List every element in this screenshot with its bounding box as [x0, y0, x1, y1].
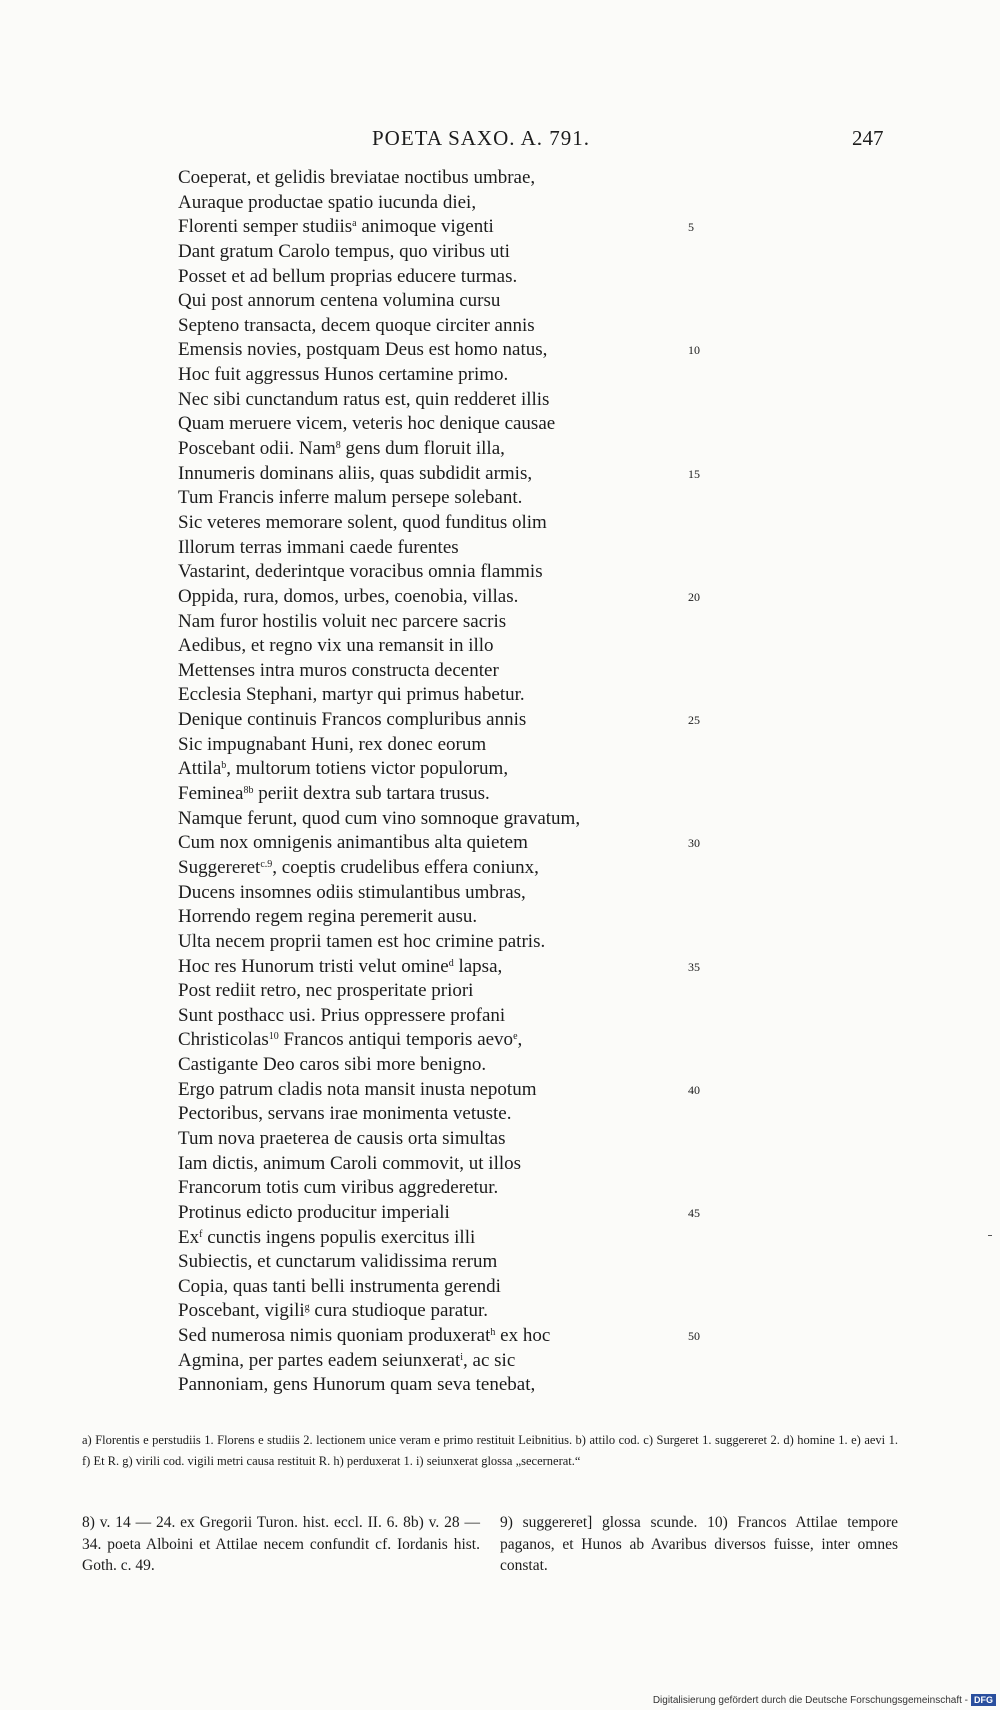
line-number: 5 [688, 220, 694, 235]
footnote-marker: c.9 [260, 858, 273, 870]
footnote-text: 8) v. 14 — 24. ex Gregorii Turon. hist. eccl. II. 6. 8b) v. 28 — 34. poeta Alboini et Attilae necem confundit cf. Iordanis hist. Goth. c. 49. [82, 1514, 480, 1574]
verse-text: Ulta necem proprii tamen est hoc crimine patris. [178, 930, 546, 952]
verse-text: animoque vigenti [356, 216, 494, 238]
verse-text: Castigante Deo caros sibi more benigno. [178, 1054, 487, 1076]
verse-text: Ecclesia Stephani, martyr qui primus habetur. [178, 684, 525, 706]
page-number: 247 [852, 126, 884, 150]
line-number: 40 [688, 1082, 700, 1097]
dfg-logo: DFG [971, 1694, 996, 1706]
verse-text: Dant gratum Carolo tempus, quo viribus uti [178, 240, 510, 262]
line-number: 25 [688, 713, 700, 728]
verse-line [178, 1250, 738, 1275]
verse-text: Nec sibi cunctandum ratus est, quin redderet illis [178, 388, 550, 410]
line-number: 30 [688, 836, 700, 851]
verse-line [178, 314, 738, 339]
verse-text: Quam meruere vicem, veteris hoc denique causae [178, 413, 556, 435]
verse-line [178, 1275, 738, 1300]
footnote-marker: i [460, 1351, 464, 1363]
footnote-marker: d [448, 957, 454, 969]
verse-line [178, 560, 738, 585]
verse-text: Ex [178, 1226, 200, 1248]
verse-line [178, 1078, 738, 1103]
critical-apparatus [82, 1430, 898, 1472]
footnotes-right-column [500, 1512, 898, 1577]
line-number: 20 [688, 589, 700, 604]
verse-line [178, 831, 738, 856]
verse-line [178, 1004, 738, 1029]
verse-line [178, 1102, 738, 1127]
verse-text: Hoc res Hunorum tristi velut omine [178, 955, 449, 977]
footnote-marker: g [304, 1302, 310, 1314]
verse-line [178, 856, 738, 881]
verse-text: Sic veteres memorare solent, quod funditus olim [178, 511, 547, 533]
verse-text: , [517, 1029, 523, 1051]
verse-line [178, 536, 738, 561]
verse-text: Mettenses intra muros constructa decenter [178, 659, 499, 681]
verse-text: Hoc fuit aggressus Hunos certamine primo. [178, 364, 509, 386]
verse-text: Sic impugnabant Huni, rex donec eorum [178, 733, 487, 755]
footnote-marker: e [513, 1031, 518, 1043]
verse-line [178, 437, 738, 462]
credit-text: Digitalisierung gefördert durch die Deutsche Forschungsgemeinschaft - [652, 1695, 968, 1706]
verse-line [178, 1152, 738, 1177]
verse-line [178, 240, 738, 265]
verse-text: Francos antiqui temporis aevo [278, 1029, 514, 1051]
verse-text: ex hoc [495, 1325, 551, 1347]
verse-line [178, 1373, 738, 1398]
verse-text: Coeperat, et gelidis breviatae noctibus umbrae, [178, 167, 536, 188]
page-header [0, 126, 1000, 156]
verse-text: Feminea [178, 783, 244, 805]
line-number: 45 [688, 1205, 700, 1220]
verse-text: , ac sic [463, 1349, 516, 1371]
verse-line [178, 881, 738, 906]
verse-line [178, 363, 738, 388]
verse-line [178, 782, 738, 807]
verse-line [178, 905, 738, 930]
verse-text: cunctis ingens populis exercitus illi [202, 1226, 476, 1248]
verse-text: Ducens insomnes odiis stimulantibus umbras, [178, 881, 526, 903]
verse-line [178, 289, 738, 314]
line-number: 10 [688, 343, 700, 358]
margin-mark [988, 1235, 992, 1236]
verse-text: Christicolas [178, 1029, 269, 1051]
footnote-marker: 10 [268, 1031, 279, 1043]
verse-line [178, 166, 738, 191]
verse-text: Denique continuis Francos compluribus annis [178, 709, 527, 731]
line-number: 35 [688, 959, 700, 974]
verse-text: Pannoniam, gens Hunorum quam seva tenebat, [178, 1374, 536, 1396]
verse-text: Tum nova praeterea de causis orta simultas [178, 1127, 506, 1149]
verse-text: Emensis novies, postquam Deus est homo natus, [178, 339, 548, 361]
verse-line [178, 1176, 738, 1201]
verse-text: Protinus edicto producitur imperiali [178, 1201, 450, 1223]
verse-text: Sunt posthacc usi. Prius oppressere profani [178, 1004, 506, 1026]
verse-line [178, 708, 738, 733]
footnote-marker: f [199, 1228, 203, 1240]
verse-text: Ergo patrum cladis nota mansit inusta nepotum [178, 1078, 537, 1100]
verse-text: Francorum totis cum viribus aggrederetur. [178, 1177, 499, 1199]
verse-line [178, 1349, 738, 1374]
verse-text: Aedibus, et regno vix una remansit in illo [178, 635, 494, 657]
digitization-credit [653, 1694, 996, 1708]
verse-text: Nam furor hostilis voluit nec parcere sacris [178, 610, 507, 632]
verse-text: Poscebant, vigili [178, 1300, 305, 1322]
verse-text: Innumeris dominans aliis, quas subdidit armis, [178, 462, 533, 484]
verse-line [178, 757, 738, 782]
verse-text: Cum nox omnigenis animantibus alta quietem [178, 832, 528, 854]
verse-text: lapsa, [453, 955, 503, 977]
verse-line [178, 930, 738, 955]
verse-text: gens dum floruit illa, [340, 438, 505, 460]
line-number: 15 [688, 466, 700, 481]
verse-text: Horrendo regem regina peremerit ausu. [178, 906, 478, 928]
verse-text: Florenti semper studiis [178, 216, 353, 238]
running-title: POETA SAXO. A. 791. [372, 126, 591, 150]
verse-line [178, 733, 738, 758]
verse-line [178, 1028, 738, 1053]
verse-line [178, 1127, 738, 1152]
verse-line [178, 585, 738, 610]
verse-text: , coeptis crudelibus effera coniunx, [272, 856, 539, 878]
verse-line [178, 955, 738, 980]
footnote-marker: h [490, 1327, 496, 1339]
verse-line [178, 265, 738, 290]
footnote-marker: 8 [335, 440, 341, 452]
footnote-text: 9) suggereret] glossa scunde. 10) Francos Attilae tempore paganos, et Hunos ab Avaribus diversos fuisse, inter omnes constat. [500, 1514, 898, 1574]
verse-line [178, 388, 738, 413]
verse-line [178, 634, 738, 659]
verse-line [178, 215, 738, 240]
verse-text: Suggereret [178, 856, 261, 878]
footnote-marker: 8b [243, 785, 254, 797]
verse-text: periit dextra sub tartara trusus. [253, 783, 490, 805]
verse-text: Subiectis, et cunctarum validissima rerum [178, 1251, 498, 1273]
verse-line [178, 1201, 738, 1226]
verse-text: Namque ferunt, quod cum vino somnoque gravatum, [178, 807, 581, 829]
apparatus-text: a) Florentis e perstudiis 1. Florens e studiis 2. lectionem unice veram e primo restituit Leibnitius. b) attilo cod. c) Surgeret 1. suggereret 2. d) homine 1. e) aevi 1. f) Et R. g) virili cod. vigili metri causa restituit R. h) perduxerat 1. i) seiunxerat glossa „secernerat.“ [82, 1433, 898, 1468]
verse-text: Vastarint, dederintque voracibus omnia flammis [178, 561, 543, 583]
verse-text: Post rediit retro, nec prosperitate priori [178, 980, 474, 1002]
verse-line [178, 1226, 738, 1251]
verse-text: Oppida, rura, domos, urbes, coenobia, villas. [178, 585, 519, 607]
verse-text: Agmina, per partes eadem seiunxerat [178, 1349, 461, 1371]
verse-line [178, 412, 738, 437]
verse-line [178, 979, 738, 1004]
verse-line [178, 659, 738, 684]
verse-line [178, 1053, 738, 1078]
verse-text: Sed numerosa nimis quoniam produxerat [178, 1325, 491, 1347]
verse-text: , multorum totiens victor populorum, [226, 758, 509, 780]
verse-text: Illorum terras immani caede furentes [178, 536, 459, 558]
verse-line [178, 683, 738, 708]
verse-text: Copia, quas tanti belli instrumenta gerendi [178, 1275, 501, 1297]
footnote-marker: a [352, 218, 357, 230]
verse-text: Qui post annorum centena volumina cursu [178, 290, 501, 312]
footnote-marker: b [221, 760, 227, 772]
verse-line [178, 1324, 738, 1349]
verse-line [178, 807, 738, 832]
verse-text: Tum Francis inferre malum persepe solebant. [178, 487, 523, 509]
verse-line [178, 610, 738, 635]
poem-text [178, 166, 738, 1398]
verse-text: Attila [178, 758, 222, 780]
verse-text: Pectoribus, servans irae monimenta vetuste. [178, 1103, 512, 1125]
footnotes-left-column [82, 1512, 480, 1577]
verse-text: Septeno transacta, decem quoque circiter annis [178, 314, 535, 336]
line-number: 50 [688, 1329, 700, 1344]
verse-line [178, 1299, 738, 1324]
verse-line [178, 511, 738, 536]
verse-text: Iam dictis, animum Caroli commovit, ut illos [178, 1152, 522, 1174]
verse-line [178, 486, 738, 511]
verse-line [178, 338, 738, 363]
verse-line [178, 462, 738, 487]
verse-text: Poscebant odii. Nam [178, 438, 336, 460]
verse-text: cura studioque paratur. [309, 1300, 488, 1322]
verse-line [178, 191, 738, 216]
verse-text: Posset et ad bellum proprias educere turmas. [178, 265, 518, 287]
verse-text: Auraque productae spatio iucunda diei, [178, 191, 477, 213]
